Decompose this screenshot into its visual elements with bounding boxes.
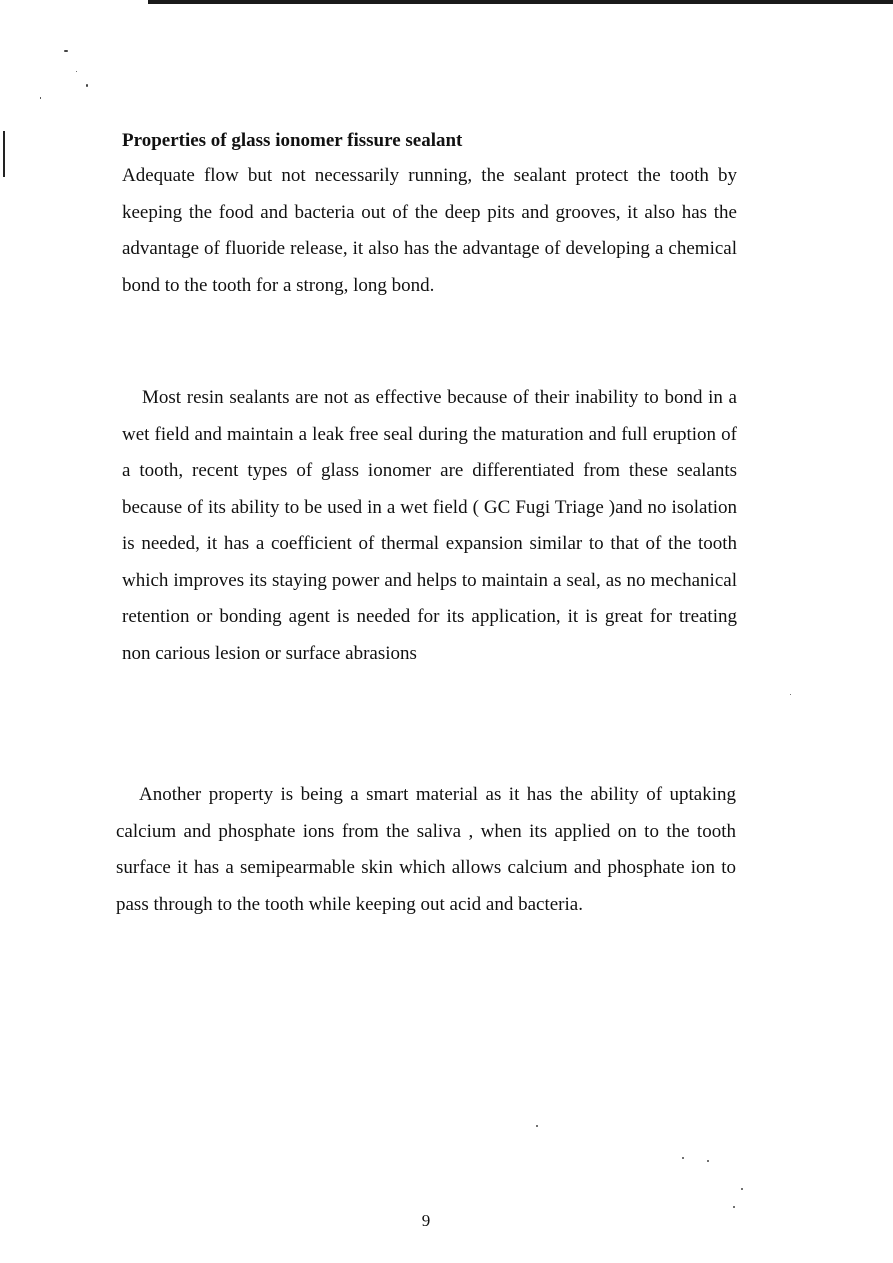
scan-speck [682, 1157, 684, 1159]
paragraph-smart-material: Another property is being a smart material as it has the ability of uptaking calcium and phosphate ions from the saliva , when its applied on to the tooth surface it has a semipearmable skin which allows calcium and phosphate ion to pass through to the tooth while keeping out acid and bacteria. [116, 784, 736, 915]
left-margin-mark [3, 131, 5, 177]
scan-speck [86, 84, 88, 87]
scan-speck [64, 50, 68, 52]
scan-speck [741, 1188, 743, 1190]
paragraph-flow-and-fluoride: Adequate flow but not necessarily running, the sealant protect the tooth by keeping the food and bacteria out of the deep pits and grooves, it also has the advantage of fluoride release, it also has the advantage of developing a chemical bond to the tooth for a strong, long bond. [122, 165, 737, 296]
scan-speck [790, 694, 791, 695]
section-heading: Properties of glass ionomer fissure sealant [122, 130, 463, 151]
scan-speck [536, 1125, 538, 1127]
top-scan-border [148, 0, 893, 4]
scan-speck [733, 1206, 735, 1208]
page-number: 9 [421, 1211, 431, 1230]
scan-speck [40, 97, 41, 99]
scan-speck [707, 1160, 709, 1162]
scan-speck [76, 71, 77, 72]
paragraph-wet-field-comparison: Most resin sealants are not as effective because of their inability to bond in a wet field and maintain a leak free seal during the maturation and full eruption of a tooth, recent types of glass ionomer are differentiated from these sealants because of its ability to be used in a wet field ( GC Fugi Triage )and no isolation is needed, it has a coefficient of thermal expansion similar to that of the tooth which improves its staying power and helps to maintain a seal, as no mechanical retention or bonding agent is needed for its application, it is great for treating non carious lesion or surface abrasions [122, 387, 737, 664]
